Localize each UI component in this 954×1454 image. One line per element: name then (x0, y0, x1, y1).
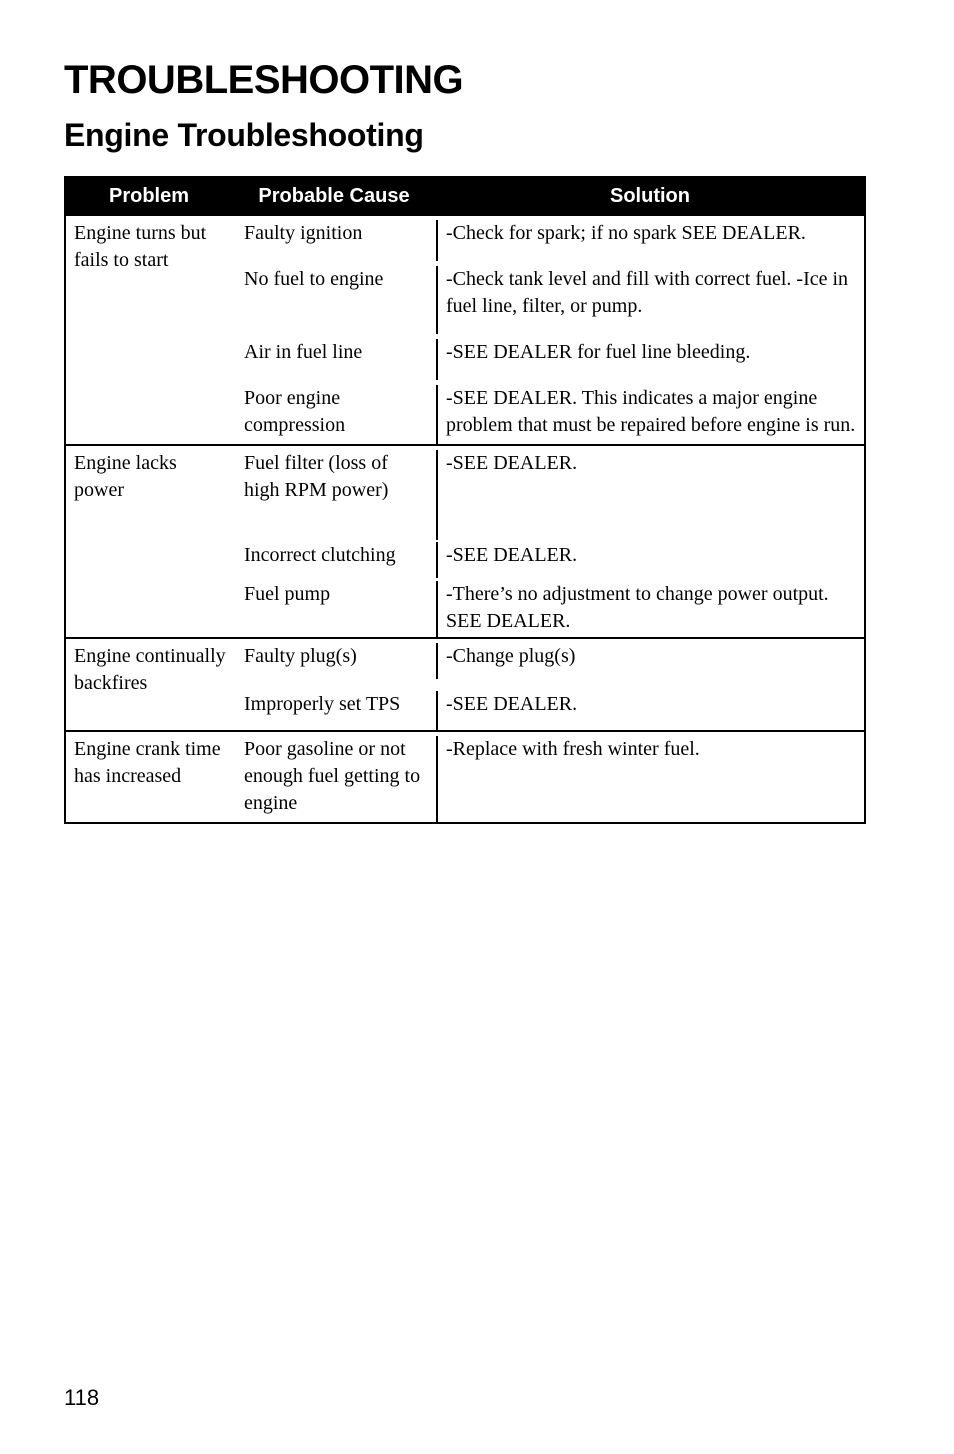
cause-cell: Poor engine compression (244, 387, 346, 436)
table-row (64, 216, 866, 446)
cause-cell: Fuel filter (loss of high RPM power) (244, 452, 389, 501)
problem-cell: Engine turns but fails to start (74, 222, 207, 271)
problem-cell: Engine lacks power (74, 452, 177, 501)
solution-cell: -SEE DEALER. (436, 450, 868, 540)
table-header (64, 176, 866, 216)
troubleshooting-table (64, 176, 866, 824)
cause-cell: Incorrect clutching (244, 544, 396, 567)
cause-cell: Air in fuel line (244, 341, 363, 363)
solution-cell: -SEE DEALER. (436, 542, 868, 578)
solution-cell: -SEE DEALER. This indicates a major engine problem that must be repaired before engine is run. (436, 385, 868, 444)
cause-cell: Faulty ignition (244, 222, 363, 244)
cause-cell: Poor gasoline or not enough fuel getting to engine (244, 738, 421, 814)
section-title: Engine Troubleshooting (64, 117, 424, 153)
cause-cell: Improperly set TPS (244, 693, 401, 715)
header-solution: Solution (610, 184, 690, 207)
cause-cell: Faulty plug(s) (244, 645, 357, 667)
solution-cell: -SEE DEALER for fuel line bleeding. (436, 339, 868, 371)
header-probable-cause: Probable Cause (258, 184, 410, 207)
cause-cell: Fuel pump (244, 582, 331, 605)
table-row (64, 639, 866, 732)
problem-cell: Engine crank time has increased (74, 738, 221, 787)
page-number: 118 (64, 1385, 100, 1410)
problem-cell: Engine continually backfires (74, 645, 226, 694)
solution-cell: -SEE DEALER. (436, 691, 868, 730)
solution-cell: -Check for spark; if no spark SEE DEALER. (436, 220, 868, 252)
header-problem: Problem (108, 184, 190, 207)
solution-cell: -There’s no adjustment to change power output. SEE DEALER. (436, 581, 868, 637)
page-title: TROUBLESHOOTING (64, 58, 464, 102)
solution-cell: -Change plug(s) (436, 643, 868, 679)
table-row (64, 732, 866, 824)
table-row (64, 446, 866, 639)
solution-cell: -Replace with fresh winter fuel. (436, 736, 868, 822)
solution-cell: -Check tank level and fill with correct fuel. -Ice in fuel line, filter, or pump. (436, 266, 868, 325)
cause-cell: No fuel to engine (244, 268, 384, 290)
